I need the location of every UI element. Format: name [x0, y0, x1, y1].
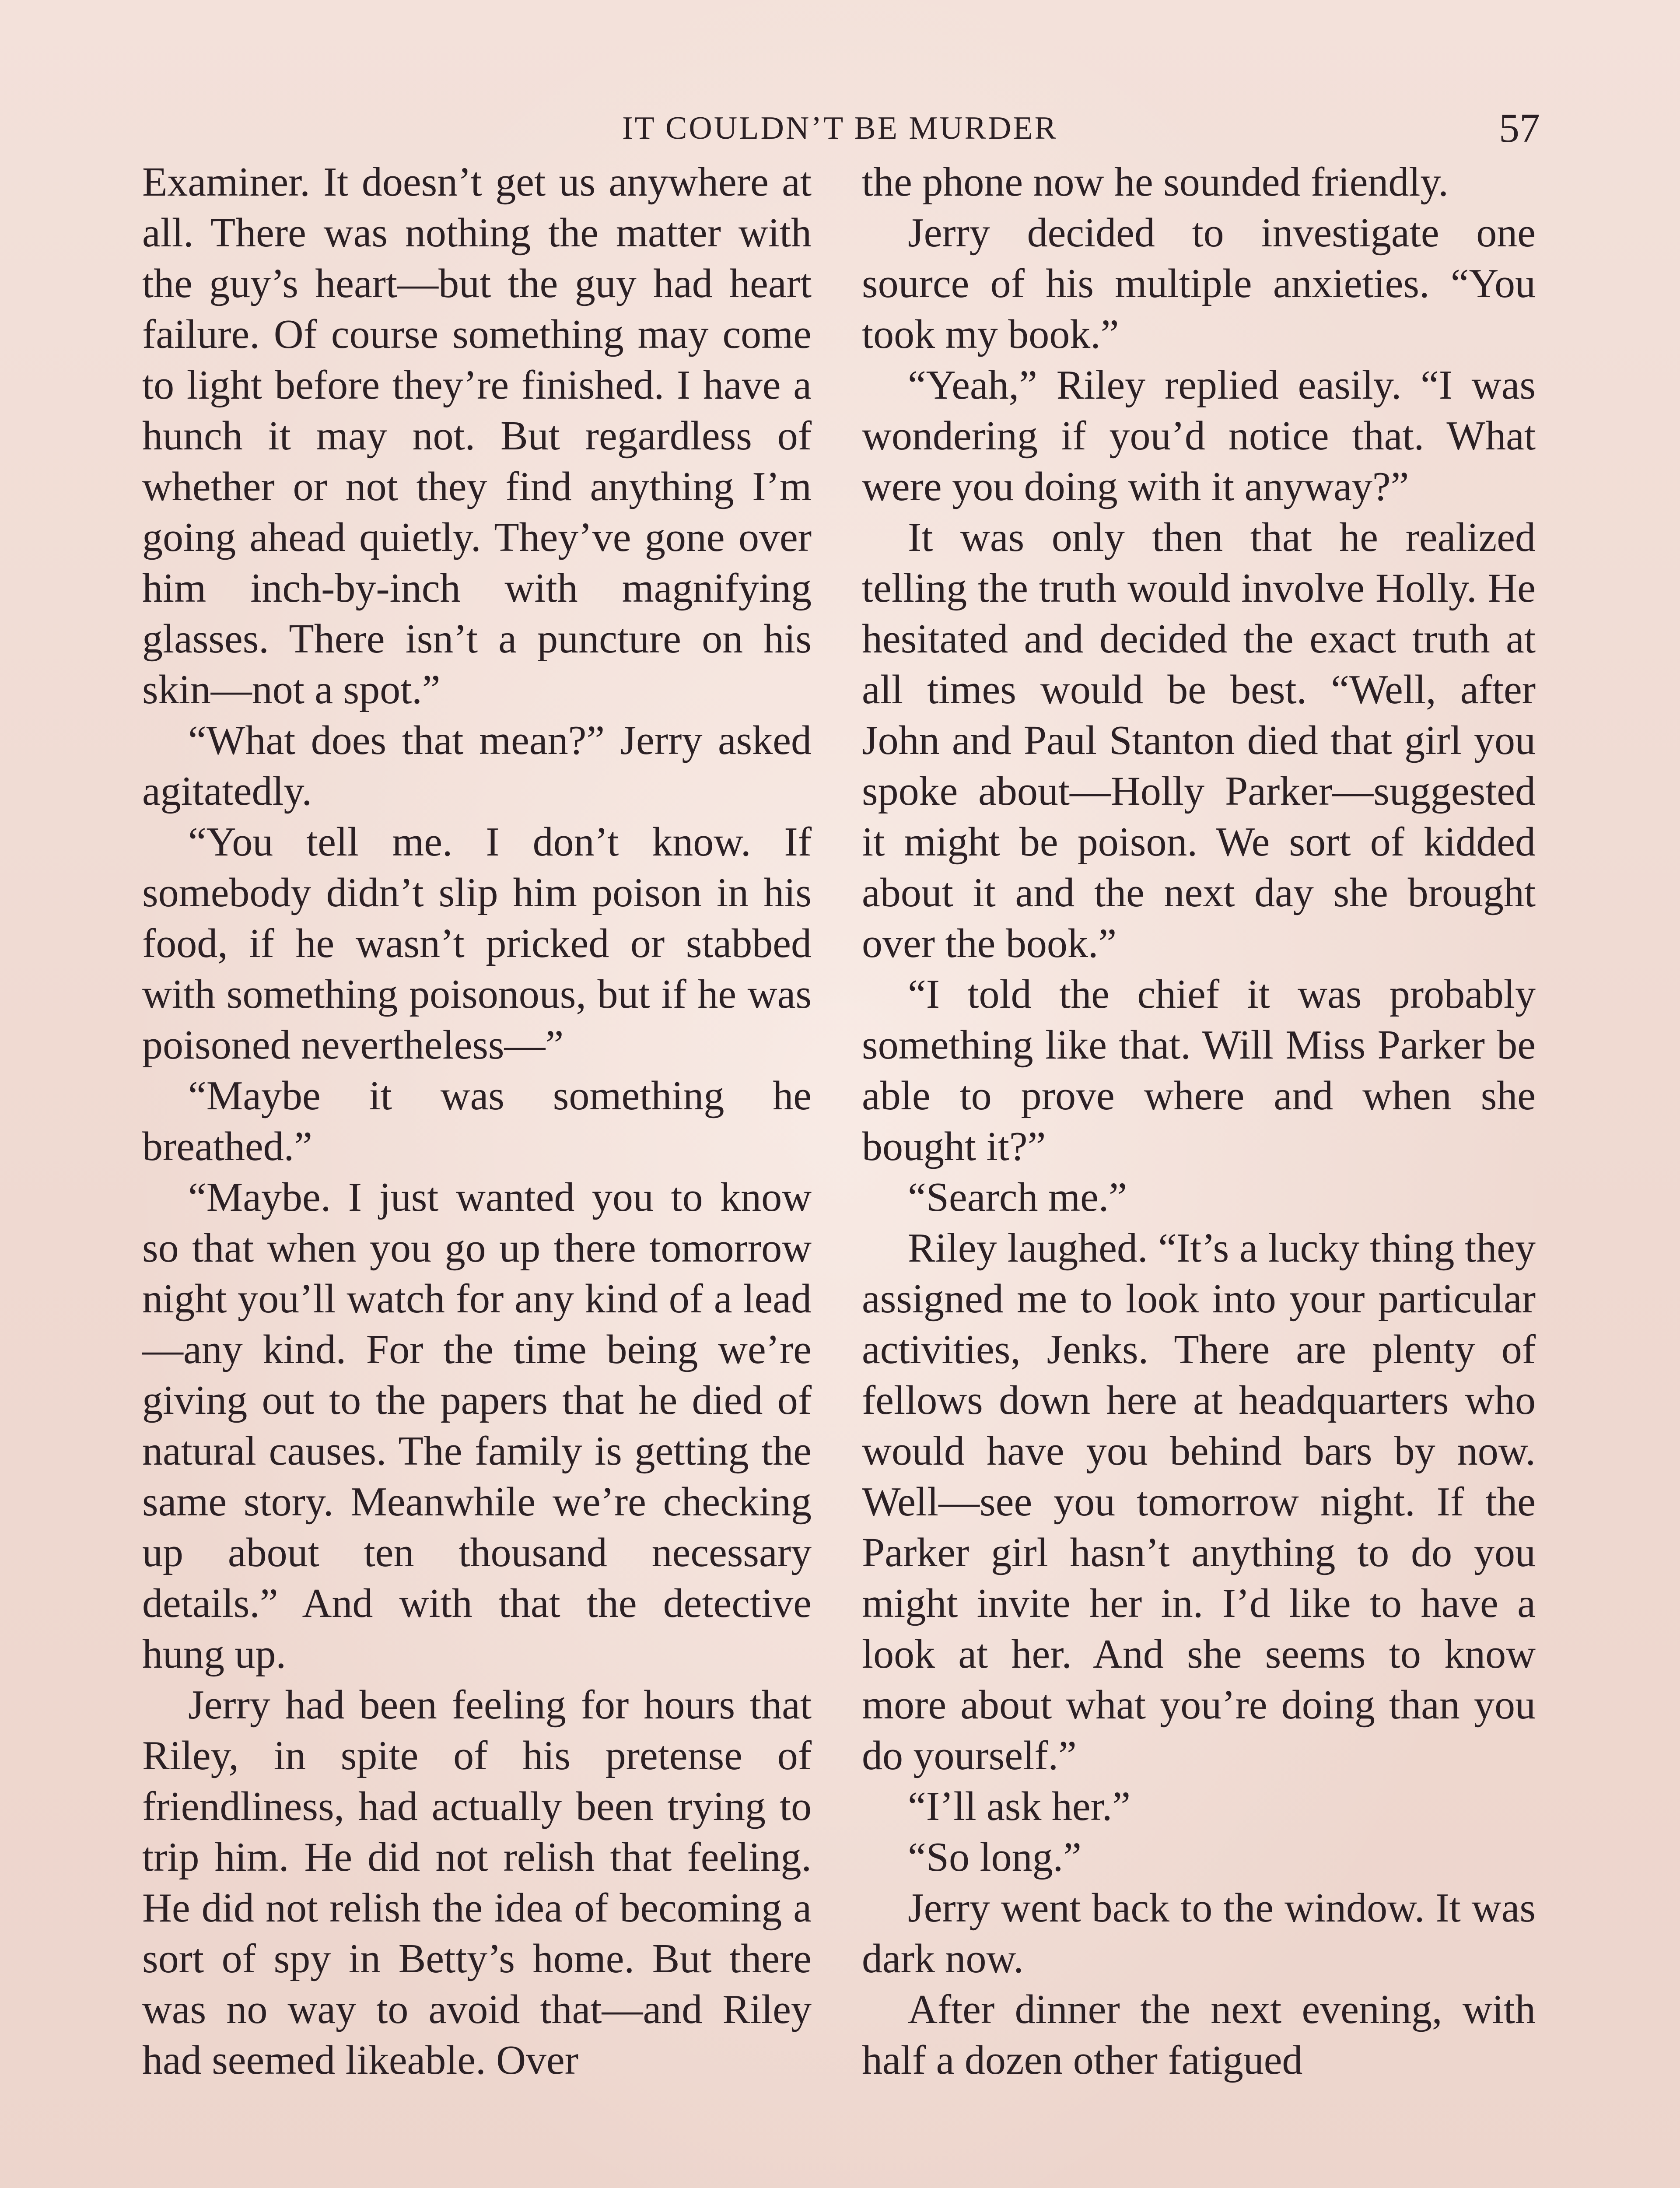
page-number: 57: [1499, 105, 1540, 151]
paragraph: After dinner the next evening, with half a dozen other fatigued: [862, 1987, 1536, 2083]
paragraph: “What does that mean?” Jerry asked agitatedly.: [142, 718, 812, 814]
left-text-column: [142, 157, 812, 2086]
paragraph: “Maybe. I just wanted you to know so that when you go up there tomorrow night you’ll watch for any kind of a lead—any kind. For the time being we’re giving out to the papers that he died of natural causes. The family is getting the same story. Meanwhile we’re checking up about ten thousand necessary details.” And with that the detective hung up.: [142, 1175, 812, 1677]
running-title: IT COULDN’T BE MURDER: [622, 110, 1058, 146]
paragraph: “You tell me. I don’t know. If somebody didn’t slip him poison in his food, if he wasn’t pricked or stabbed with something poisonous, but if he was poisoned nevertheless—”: [142, 819, 812, 1068]
right-text-column: [862, 157, 1536, 2086]
paragraph: “I’ll ask her.”: [908, 1784, 1130, 1829]
paragraph: “Search me.”: [908, 1175, 1127, 1220]
paragraph: It was only then that he realized telling the truth would involve Holly. He hesitated and decided the exact truth at all times would be best. “Well, after John and Paul Stanton died that girl you spoke about—Holly Parker—suggested it might be poison. We sort of kidded about it and the next day she brought over the book.”: [862, 515, 1536, 966]
paragraph: Jerry had been feeling for hours that Riley, in spite of his pretense of friendliness, had actually been trying to trip him. He did not relish that feeling. He did not relish the idea of becoming a sort of spy in Betty’s home. But there was no way to avoid that—and Riley had seemed likeable. Over: [142, 1682, 812, 2083]
paragraph: Riley laughed. “It’s a lucky thing they assigned me to look into your particular activities, Jenks. There are plenty of fellows down here at headquarters who would have you behind bars by now. Well—see you tomorrow night. If the Parker girl hasn’t anything to do you might invite her in. I’d like to have a look at her. And she seems to know more about what you’re doing than you do yourself.”: [862, 1225, 1536, 1778]
paragraph: “So long.”: [908, 1834, 1082, 1880]
paragraph: the phone now he sounded friendly.: [862, 159, 1449, 205]
page-header: [0, 104, 1680, 152]
paragraph: “I told the chief it was probably something like that. Will Miss Parker be able to prove where and when she bought it?”: [862, 971, 1536, 1169]
paragraph: Jerry decided to investigate one source of his multiple anxieties. “You took my book.”: [862, 210, 1536, 357]
paragraph: Examiner. It doesn’t get us anywhere at all. There was nothing the matter with the guy’s heart—but the guy had heart failure. Of course something may come to light before they’re finished. I have a hunch it may not. But regardless of whether or not they find anything I’m going ahead quietly. They’ve gone over him inch-by-inch with magnifying glasses. There isn’t a puncture on his skin—not a spot.”: [142, 159, 812, 712]
paragraph: “Maybe it was something he breathed.”: [142, 1073, 812, 1169]
paragraph: Jerry went back to the window. It was dark now.: [862, 1885, 1536, 1981]
paragraph: “Yeah,” Riley replied easily. “I was wondering if you’d notice that. What were you doing with it anyway?”: [862, 362, 1536, 509]
